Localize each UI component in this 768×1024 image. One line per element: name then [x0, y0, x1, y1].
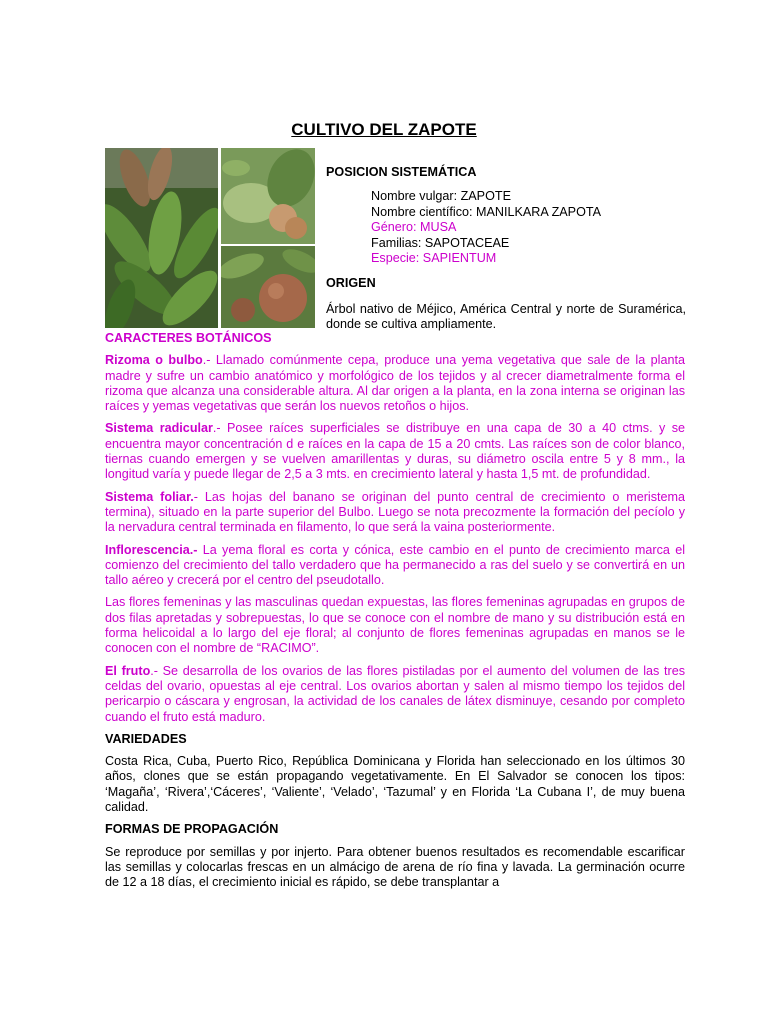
- flowers-paragraph: Las flores femeninas y las masculinas quedan expuestas, las flores femeninas agrupadas en grupos de dos filas apretadas y sobrepuestas, lo que se conoce con el nombre de mano y su distribución está en forma helicoidal a lo largo del eje floral; al conjunto de flores femeninas agrupadas en manos se le conocen con el nombre de “RACIMO”.: [105, 595, 685, 656]
- zapote-fruit-cluster-photo: [221, 148, 315, 244]
- leaf-text: - Las hojas del banano se originan del punto central de crecimiento o meristema termina), situado en la parte superior del Bulbo. Luego se nota precozmente la formación del pecíolo y la nervadura central terminada en filamento, lo que será la vaina posteriormente.: [105, 489, 685, 535]
- systematic-names: [371, 189, 686, 267]
- common-name: Nombre vulgar: ZAPOTE: [371, 189, 511, 203]
- propagation-heading: FORMAS DE PROPAGACIÓN: [105, 822, 279, 837]
- species: Especie: SAPIENTUM: [371, 251, 497, 265]
- family: Familias: SAPOTACEAE: [371, 235, 510, 250]
- rhizome-paragraph: [105, 353, 685, 414]
- leaf-lead: Sistema foliar.: [105, 489, 194, 504]
- botanical-heading: CARACTERES BOTÁNICOS: [105, 331, 272, 345]
- inflorescence-paragraph: [105, 543, 685, 589]
- main-content: [105, 331, 685, 898]
- origin-heading: ORIGEN: [326, 275, 376, 290]
- photo-collage: [105, 148, 315, 328]
- inflorescence-text: La yema floral es corta y cónica, este cambio en el punto de crecimiento marca el comienzo del crecimiento del tallo verdadero que ha permanecido a ras del suelo y se convertirá en un tallo aéreo y crecerá por el centro del pseudotallo.: [105, 542, 685, 588]
- fruit-text: .- Se desarrolla de los ovarios de las flores pistiladas por el aumento del volumen de las tres celdas del ovario, opuestas al eje central. Los ovarios abortan y salen al mismo tiempo los tejidos del pericarpio o cáscara y engrosan, la actividad de los canales de látex disminuye, cesando por completo cuando el fruto está maduro.: [105, 663, 685, 724]
- zapote-leaves-photo: [105, 148, 218, 328]
- rhizome-lead: Rizoma o bulbo: [105, 353, 203, 368]
- propagation-text: Se reproduce por semillas y por injerto. Para obtener buenos resultados es recomendable escarificar las semillas y colocarlas frescas en un almácigo de arena de río fina y lavada. La germinación ocurre de 12 a 18 días, el crecimiento inicial es rápido, se debe transplantar a: [105, 844, 685, 890]
- systematic-section: [326, 165, 686, 333]
- varieties-heading: VARIEDADES: [105, 731, 187, 746]
- varieties-text: Costa Rica, Cuba, Puerto Rico, República Dominicana y Florida han seleccionado en los últimos 30 años, clones que se están propagando vegetativamente. En El Salvador se conocen los tipos: ‘Magaña’, ‘Rivera’,‘Cáceres’, ‘Valiente’, ‘Velado’, ‘Tazumal’ y en Florida ‘La Cubana I’, de muy buena calidad.: [105, 754, 685, 815]
- fruit-paragraph: [105, 664, 685, 725]
- origin-text: Árbol nativo de Méjico, América Central y norte de Suramérica, donde se cultiva ampliamente.: [326, 301, 686, 331]
- genus: Género: MUSA: [371, 220, 457, 234]
- root-paragraph: [105, 421, 685, 482]
- root-text: .- Posee raíces superficiales se distribuye en una capa de 30 a 40 ctms. y se encuentra mayor concentración d e raíces en la capa de 15 a 20 cmts. Las raíces son de color blanco, tiernas cuando emergen y se vuelven amarillentas y duras, su diámetro oscila entre 5 y 8 mm., la longitud varía y puede llegar de 2,5 a 3 mts. en crecimiento lateral y hasta 1,5 mt. de profundidad.: [105, 421, 686, 482]
- scientific-name: Nombre científico: MANILKARA ZAPOTA: [371, 204, 602, 219]
- fruit-lead: El fruto: [105, 663, 151, 678]
- inflorescence-lead: Inflorescencia.-: [105, 542, 198, 557]
- rhizome-text: .- Llamado comúnmente cepa, produce una yema vegetativa que sale de la planta madre y sufre un cambio anatómico y morfológico de los tejidos y al crecer diametralmente forma el rizoma que alcanza una considerable altura. Al dar origen a la planta, en la zona interna se originan las raíces y yemas vegetativas que serán los nuevos retoños o hijos.: [105, 353, 685, 414]
- systematic-heading: POSICION SISTEMÁTICA: [326, 165, 477, 179]
- root-lead: Sistema radicular: [105, 421, 213, 436]
- zapote-fruit-photo: [221, 246, 315, 328]
- page-title: CULTIVO DEL ZAPOTE: [291, 120, 477, 139]
- leaf-paragraph: [105, 490, 685, 536]
